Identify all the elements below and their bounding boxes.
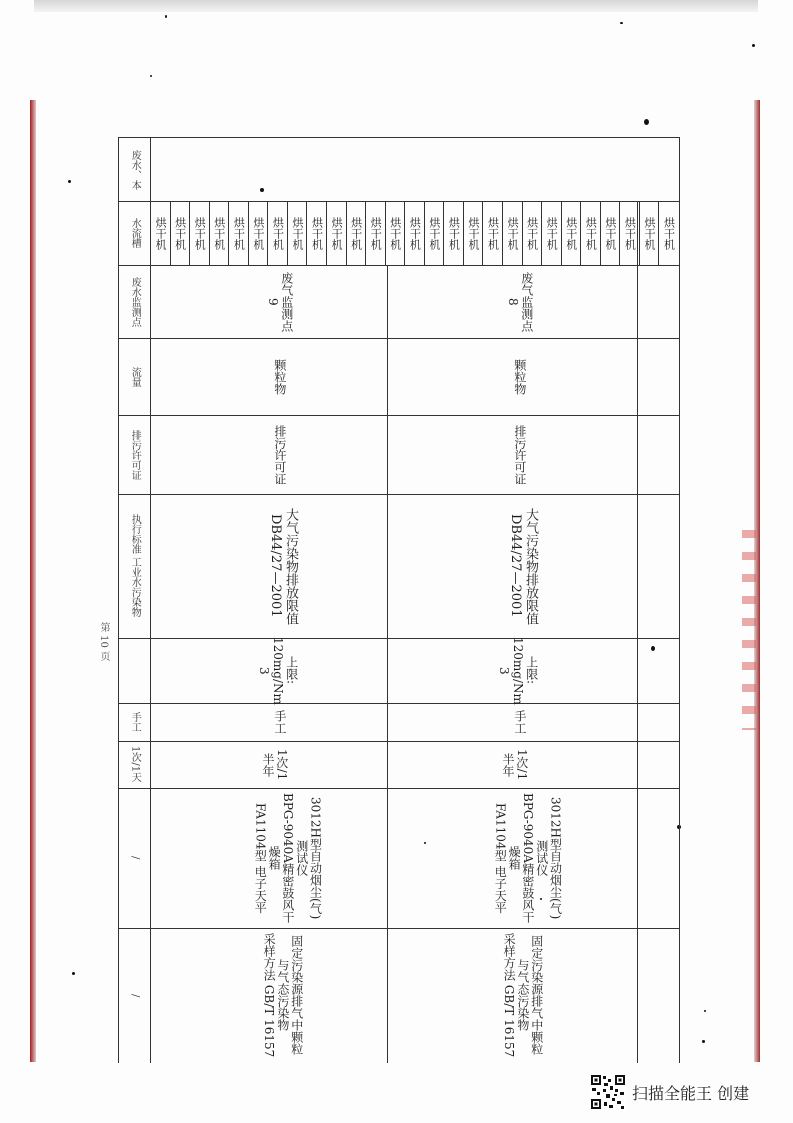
limit-9: 上限: 120mg/Nm 3	[257, 636, 299, 705]
equipment-label: 烘干机	[642, 216, 656, 250]
red-edge-left	[30, 100, 36, 1062]
equipment-cell	[443, 201, 463, 265]
equipment-label: 烘干机	[584, 216, 598, 250]
equipment-cell	[463, 201, 483, 265]
equipment-label: 烘干机	[662, 216, 676, 250]
qr-code-icon	[590, 1074, 626, 1110]
equipment-label: 烘干机	[388, 216, 402, 250]
equipment-cell	[248, 201, 268, 265]
monitoring-point-9: 废气监测点 9	[266, 271, 294, 332]
equipment-cell	[287, 201, 307, 265]
header-standard: 执行标准 工业水污染物	[129, 514, 141, 618]
header-analysis: /	[129, 993, 141, 998]
equipment-label: 烘干机	[506, 216, 520, 250]
equipment-label: 烘干机	[486, 216, 500, 250]
scan-speck	[150, 75, 152, 77]
equipment-cell	[228, 201, 248, 265]
equipment-label: 烘干机	[232, 216, 246, 250]
instrument-8: 3012H型自动烟尘(气) 测试仪 BPG-9040A精密鼓风干 燥箱 FA1104型 电子天平	[493, 793, 563, 923]
equipment-cell	[561, 201, 581, 265]
header-process: 水流槽	[129, 218, 141, 248]
equipment-label: 烘干机	[447, 216, 461, 250]
equipment-cell	[385, 201, 405, 265]
frequency-8: 1次/1 半年	[501, 748, 529, 781]
equipment-cell	[522, 201, 542, 265]
equipment-label: 烘干机	[173, 216, 187, 250]
equipment-cell	[306, 201, 326, 265]
equipment-label: 烘干机	[466, 216, 480, 250]
scan-top-shadow	[34, 0, 758, 12]
equipment-label: 烘干机	[369, 216, 383, 250]
equipment-label: 烘干机	[271, 216, 285, 250]
equipment-label: 烘干机	[427, 216, 441, 250]
equipment-cell	[150, 201, 170, 265]
header-flow: 流量	[129, 366, 141, 387]
equipment-cell	[170, 201, 190, 265]
equipment-cell	[658, 201, 678, 265]
equipment-cell	[189, 201, 209, 265]
scanner-brand-text: 扫描全能王 创建	[632, 1083, 750, 1103]
scan-speck	[702, 1040, 705, 1043]
equipment-label: 烘干机	[349, 216, 363, 250]
equipment-cell	[326, 201, 346, 265]
equipment-cell	[639, 201, 659, 265]
analysis-8: 固定污染源排气中颗粒 与气态污染物 采样方法 GB/T 16157	[502, 933, 544, 1058]
equipment-cell	[424, 201, 444, 265]
equipment-cell	[365, 201, 385, 265]
equipment-cell	[209, 201, 229, 265]
equipment-cell	[600, 201, 620, 265]
permit-9: 排污许可证	[272, 424, 287, 485]
frequency-9: 1次/1 半年	[261, 748, 289, 781]
equipment-label: 烘干机	[212, 216, 226, 250]
header-instrument: /	[129, 856, 141, 860]
pollutant-9: 颗粒物	[272, 358, 287, 395]
equipment-cell	[502, 201, 522, 265]
page-number: 第 10 页	[98, 622, 109, 662]
equipment-label: 烘干机	[603, 216, 617, 250]
scan-speck	[165, 15, 167, 18]
equipment-label: 烘干机	[310, 216, 324, 250]
limit-8: 上限: 120mg/Nm 3	[497, 636, 539, 705]
method-9: 手工	[272, 710, 287, 734]
equipment-cell	[580, 201, 600, 265]
equipment-label: 烘干机	[564, 216, 578, 250]
header-monitoring-point: 废水监测点	[129, 276, 141, 327]
instrument-9: 3012H型自动烟尘(气) 测试仪 BPG-9040A精密鼓风干 燥箱 FA1104型 电子天平	[253, 793, 323, 923]
equipment-label: 烘干机	[545, 216, 559, 250]
header-category: 废水、本	[129, 149, 141, 190]
equipment-cell	[346, 201, 366, 265]
equipment-cell	[619, 201, 639, 265]
standard-8: 大气污染物排放限值 DB44/27—2001	[508, 507, 538, 625]
scan-speck	[68, 180, 71, 183]
permit-8: 排污许可证	[512, 424, 527, 485]
equipment-label: 烘干机	[193, 216, 207, 250]
equipment-label: 烘干机	[623, 216, 637, 250]
equipment-label: 烘干机	[408, 216, 422, 250]
equipment-cell	[267, 201, 287, 265]
equipment-label: 烘干机	[290, 216, 304, 250]
scan-speck	[620, 22, 623, 24]
equipment-cell	[482, 201, 502, 265]
standard-9: 大气污染物排放限值 DB44/27—2001	[268, 507, 298, 625]
equipment-cell	[404, 201, 424, 265]
monitoring-table	[118, 137, 680, 1063]
scan-speck	[644, 119, 649, 125]
equipment-cell	[541, 201, 561, 265]
scan-speck	[72, 972, 75, 975]
header-permit: 排污许可证	[129, 429, 141, 480]
scan-speck	[704, 1010, 706, 1012]
equipment-label: 烘干机	[154, 216, 168, 250]
method-8: 手工	[512, 710, 527, 734]
header-method: 手工	[129, 712, 141, 732]
equipment-label: 烘干机	[525, 216, 539, 250]
equipment-label: 烘干机	[330, 216, 344, 250]
pollutant-8: 颗粒物	[512, 358, 527, 395]
header-frequency: 1次/1天	[129, 746, 141, 783]
analysis-9: 固定污染源排气中颗粒 与气态污染物 采样方法 GB/T 16157	[262, 933, 304, 1058]
monitoring-point-8: 废气监测点 8	[506, 271, 534, 332]
scanner-watermark	[590, 1072, 780, 1112]
red-stamp-bleed	[742, 530, 756, 730]
equipment-label: 烘干机	[251, 216, 265, 250]
scan-speck	[752, 44, 755, 47]
